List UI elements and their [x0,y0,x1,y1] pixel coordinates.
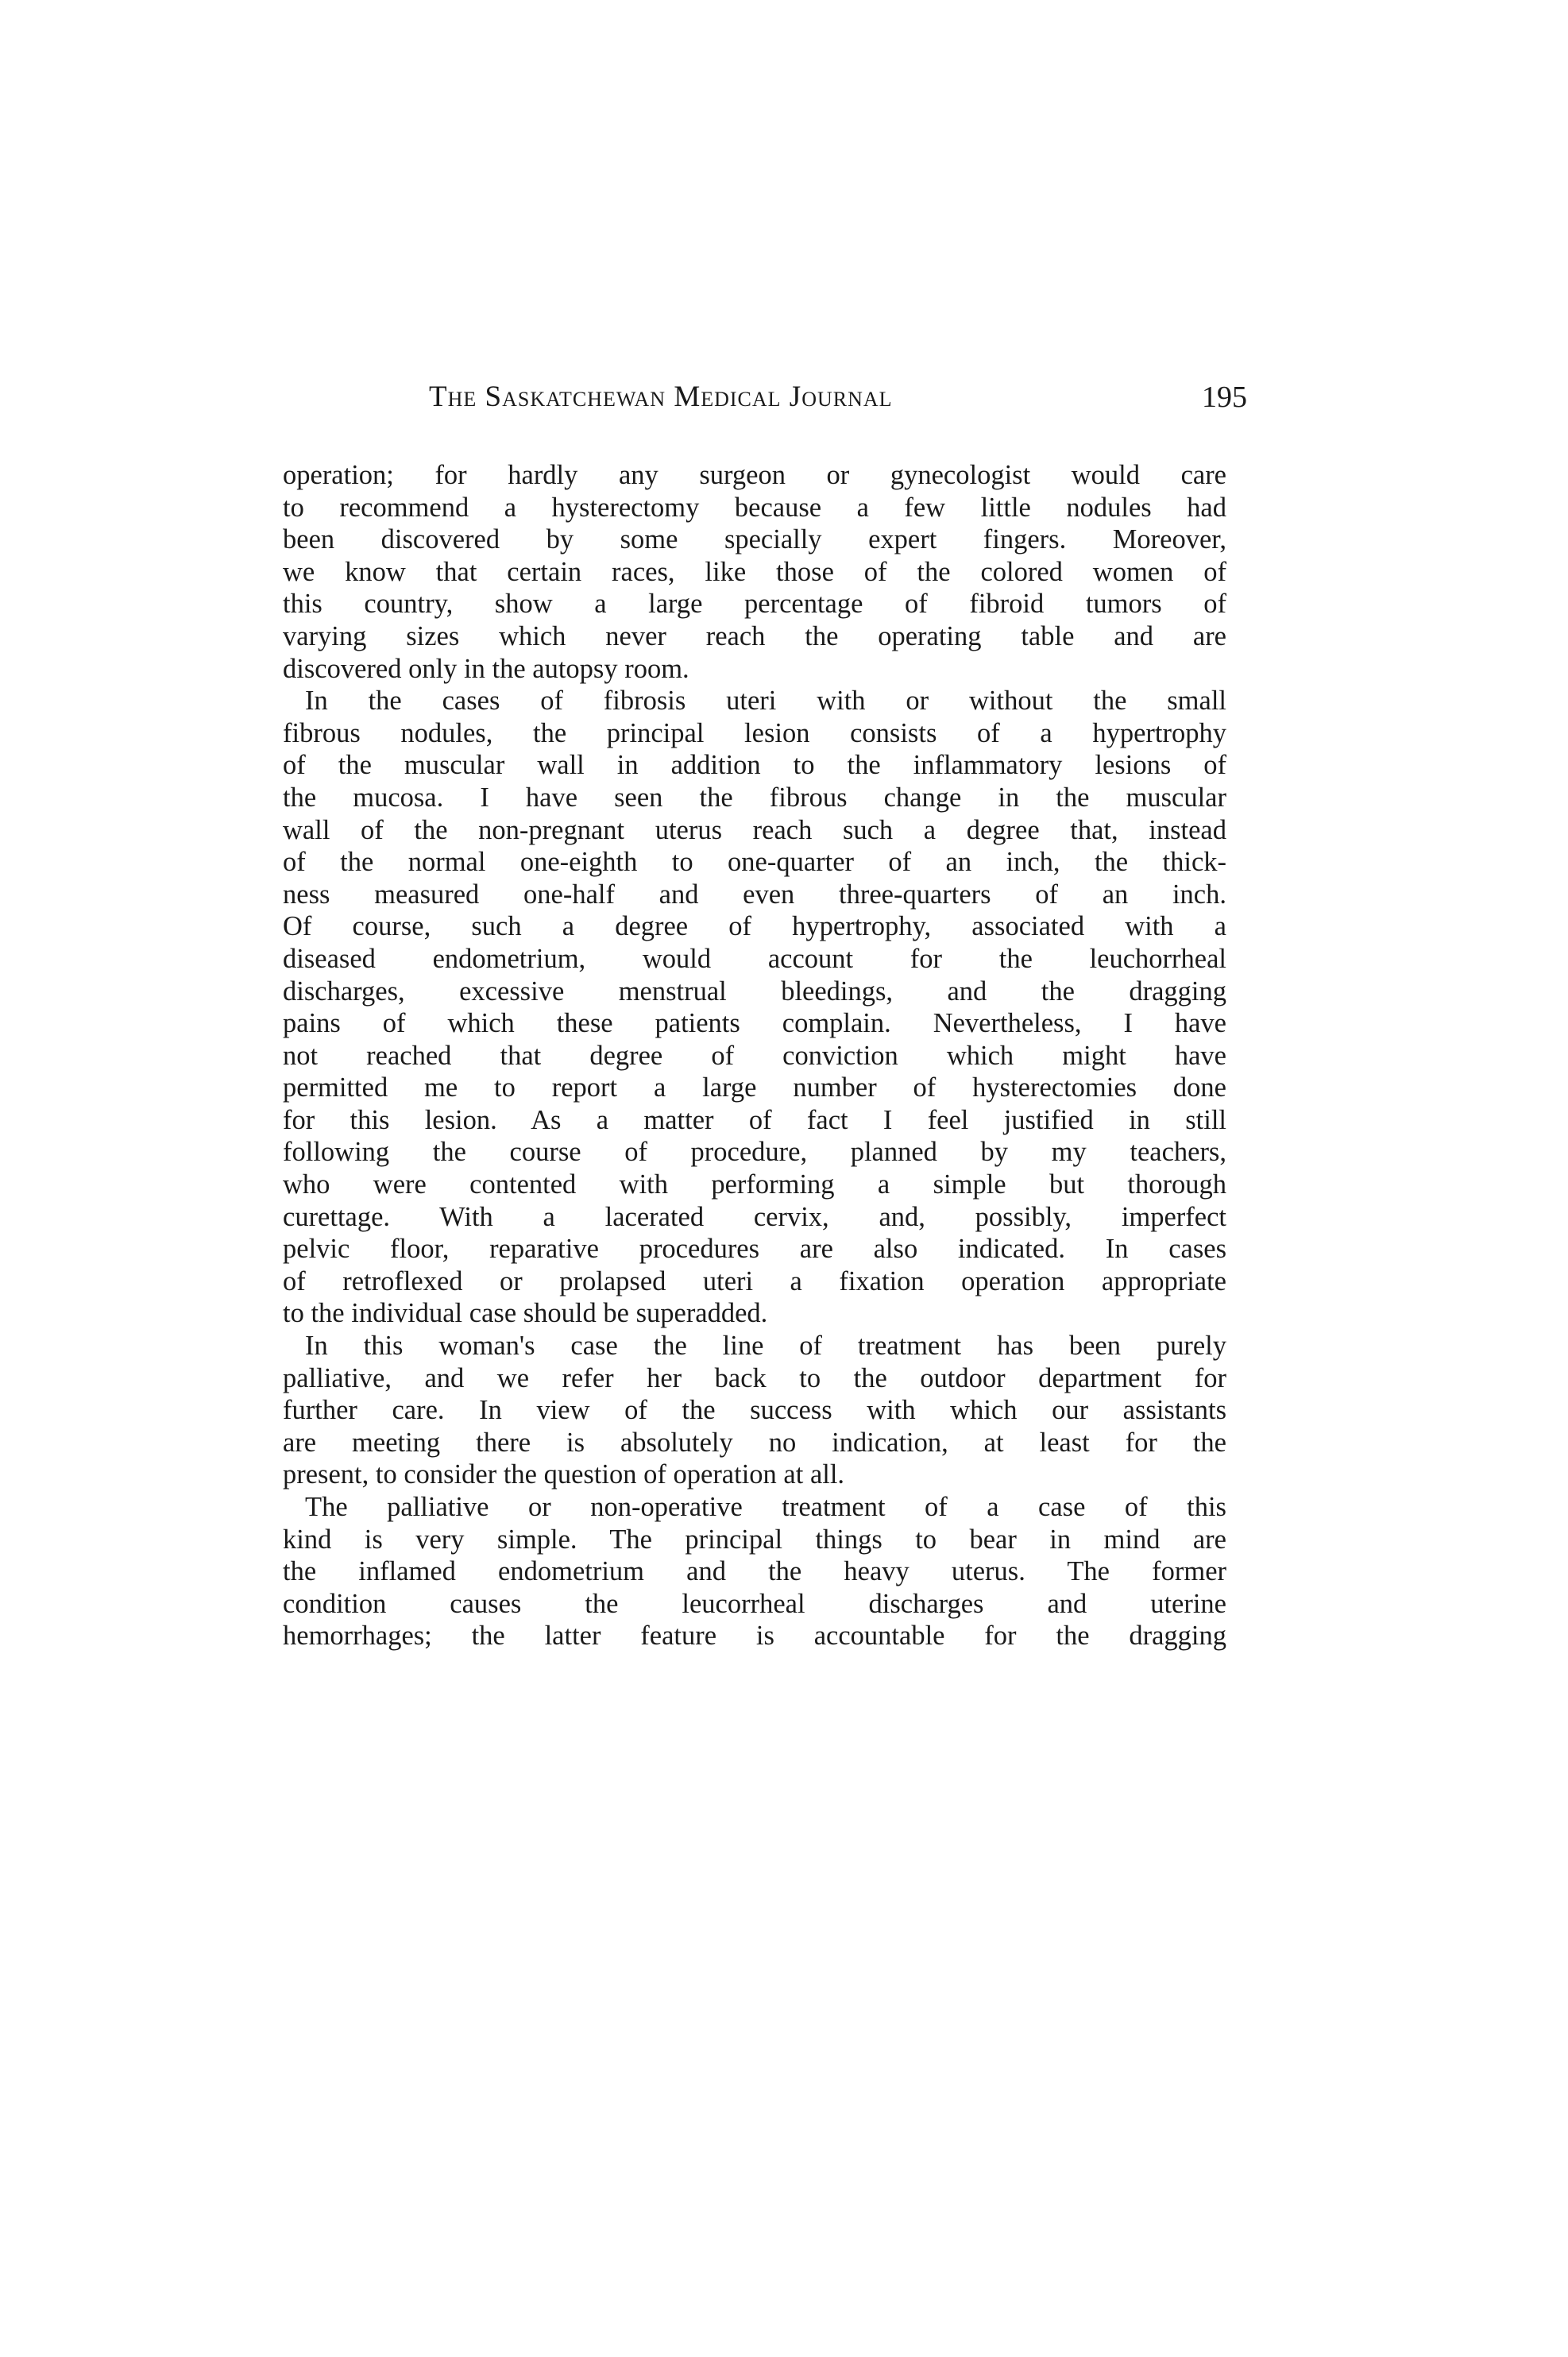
paragraph-end-line: to the individual case should be superadded. [283,1298,768,1329]
text-line: discharges, excessive menstrual bleedings, and the dragging [283,976,1226,1007]
text-line: diseased endometrium, would account for the leuchorrheal [283,943,1226,974]
text-line: pelvic floor, reparative procedures are also indicated. In cases [283,1234,1226,1265]
text-line: further care. In view of the success with which our assistants [283,1395,1226,1426]
text-line: ness measured one-half and even three-quarters of an inch. [283,879,1226,910]
text-line: curettage. With a lacerated cervix, and, possibly, imperfect [283,1201,1226,1232]
text-line: hemorrhages; the latter feature is accountable for the dragging [283,1621,1226,1652]
text-line: for this lesion. As a matter of fact I feel justified in still [283,1104,1226,1135]
text-line: are meeting there is absolutely no indication, at least for the [283,1427,1226,1458]
text-line: wall of the non-pregnant uterus reach such a degree that, instead [283,814,1226,845]
body-text [283,459,1226,1652]
page-header [429,380,1247,412]
page-number: 195 [1202,381,1247,414]
text-line: we know that certain races, like those of the colored women of [283,556,1226,587]
text-line: fibrous nodules, the principal lesion consists of a hypertrophy [283,717,1226,748]
running-title: The Saskatchewan Medical Journal [429,381,893,413]
text-line: palliative, and we refer her back to the outdoor department for [283,1362,1226,1393]
text-line: been discovered by some specially expert fingers. Moreover, [283,524,1226,555]
text-line: varying sizes which never reach the operating table and are [283,620,1226,651]
text-line: condition causes the leucorrheal discharges and uterine [283,1588,1226,1619]
text-line: of the muscular wall in addition to the inflammatory lesions of [283,750,1226,781]
text-line: kind is very simple. The principal things to bear in mind are [283,1524,1226,1555]
paragraph-end-line: present, to consider the question of operation at all. [283,1459,845,1490]
text-line: to recommend a hysterectomy because a few little nodules had [283,492,1226,523]
text-line: of the normal one-eighth to one-quarter of an inch, the thick- [283,847,1226,878]
text-line: the inflamed endometrium and the heavy uterus. The former [283,1556,1226,1587]
text-line: who were contented with performing a simple but thorough [283,1169,1226,1200]
paragraph-start-line: In the cases of fibrosis uteri with or without the small [305,686,1226,717]
text-line: operation; for hardly any surgeon or gynecologist would care [283,460,1226,490]
text-line: following the course of procedure, planned by my teachers, [283,1137,1226,1168]
text-line: not reached that degree of conviction which might have [283,1040,1226,1071]
text-line: pains of which these patients complain. Nevertheless, I have [283,1008,1226,1039]
text-line: the mucosa. I have seen the fibrous change in the muscular [283,782,1226,813]
text-line: of retroflexed or prolapsed uteri a fixation operation appropriate [283,1265,1226,1296]
text-line: permitted me to report a large number of hysterectomies done [283,1072,1226,1103]
text-line: Of course, such a degree of hypertrophy, associated with a [283,911,1226,942]
paragraph-end-line: discovered only in the autopsy room. [283,653,689,684]
paragraph-start-line: The palliative or non-operative treatment of a case of this [305,1492,1226,1522]
paragraph-start-line: In this woman's case the line of treatment has been purely [305,1331,1226,1362]
text-line: this country, show a large percentage of fibroid tumors of [283,589,1226,620]
